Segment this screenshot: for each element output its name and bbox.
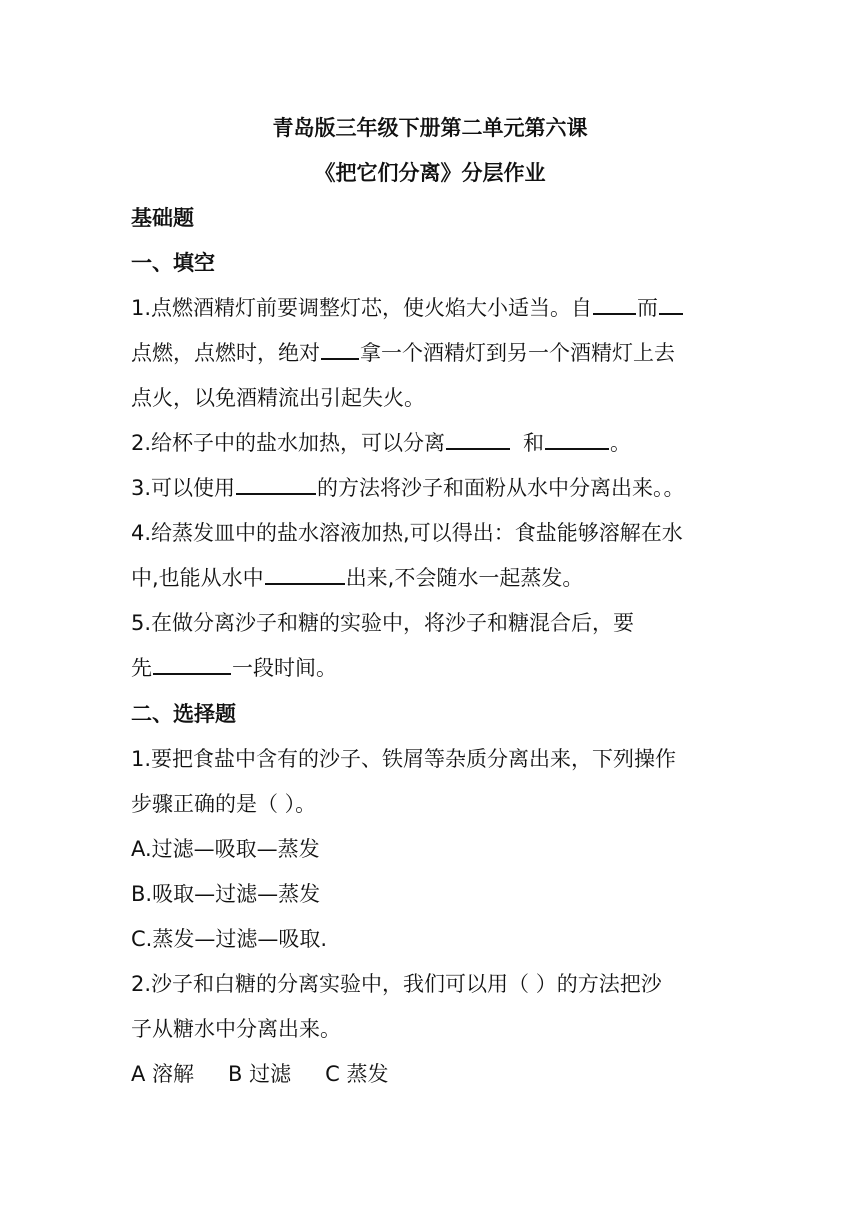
section-fill-heading: 一、填空	[131, 251, 215, 275]
question-text: 出来,不会随水一起蒸发。	[345, 566, 584, 590]
fill-question-4-line-2	[131, 563, 583, 593]
choice-question-2-line-2: 子从糖水中分离出来。	[131, 1017, 341, 1041]
choice-option-a[interactable]: A.过滤—吸取—蒸发	[131, 837, 320, 861]
choice-question-2-options	[131, 1059, 388, 1089]
fill-question-5-line-2	[131, 653, 337, 683]
answer-blank[interactable]	[236, 473, 316, 495]
answer-blank[interactable]	[593, 293, 636, 315]
fill-question-2	[131, 428, 631, 458]
fill-question-1-line-3: 点火，以免酒精流出引起失火。	[131, 386, 425, 410]
fill-question-1-line-2	[131, 338, 675, 368]
answer-blank[interactable]	[265, 563, 345, 585]
question-text: 2.给杯子中的盐水加热，可以分离	[131, 431, 446, 455]
fill-question-4-line-1: 4.给蒸发皿中的盐水溶液加热,可以得出：食盐能够溶解在水	[131, 521, 683, 545]
fill-question-3	[131, 473, 685, 503]
answer-blank[interactable]	[446, 428, 510, 450]
question-text: 拿一个酒精灯到另一个酒精灯上去	[360, 341, 675, 365]
question-text: 点燃，点燃时，绝对	[131, 341, 320, 365]
choice-option-b[interactable]: B.吸取—过滤—蒸发	[131, 882, 321, 906]
question-text: 先	[131, 656, 152, 680]
choice-option-c[interactable]: C.蒸发—过滤—吸取.	[131, 927, 328, 951]
question-text: 一段时间。	[232, 656, 337, 680]
worksheet-title: 青岛版三年级下册第二单元第六课	[272, 116, 588, 140]
section-choice-heading: 二、选择题	[131, 702, 236, 726]
choice-question-2-line-1: 2.沙子和白糖的分离实验中，我们可以用（ ）的方法把沙	[131, 972, 662, 996]
answer-blank[interactable]	[659, 293, 683, 315]
worksheet-subtitle: 《把它们分离》分层作业	[314, 161, 546, 185]
question-text: 中,也能从水中	[131, 566, 264, 590]
question-text: 而	[637, 296, 659, 320]
answer-blank[interactable]	[545, 428, 609, 450]
question-text: 。	[610, 431, 632, 455]
answer-blank[interactable]	[153, 653, 231, 675]
fill-question-1-line-1	[131, 293, 684, 323]
level-heading: 基础题	[131, 206, 194, 230]
choice-option-a[interactable]: A 溶解	[131, 1062, 195, 1086]
question-text: 1.点燃酒精灯前要调整灯芯，使火焰大小适当。自	[131, 296, 593, 320]
choice-option-c[interactable]: C 蒸发	[325, 1062, 389, 1086]
choice-option-b[interactable]: B 过滤	[228, 1062, 292, 1086]
choice-question-1-line-2: 步骤正确的是（ ）。	[131, 792, 317, 816]
question-text: 和	[523, 431, 545, 455]
choice-question-1-line-1: 1.要把食盐中含有的沙子、铁屑等杂质分离出来，下列操作	[131, 747, 677, 771]
fill-question-5-line-1: 5.在做分离沙子和糖的实验中，将沙子和糖混合后，要	[131, 611, 635, 635]
answer-blank[interactable]	[321, 338, 359, 360]
question-text: 3.可以使用	[131, 476, 236, 500]
question-text: 的方法将沙子和面粉从水中分离出来。。	[317, 476, 685, 500]
